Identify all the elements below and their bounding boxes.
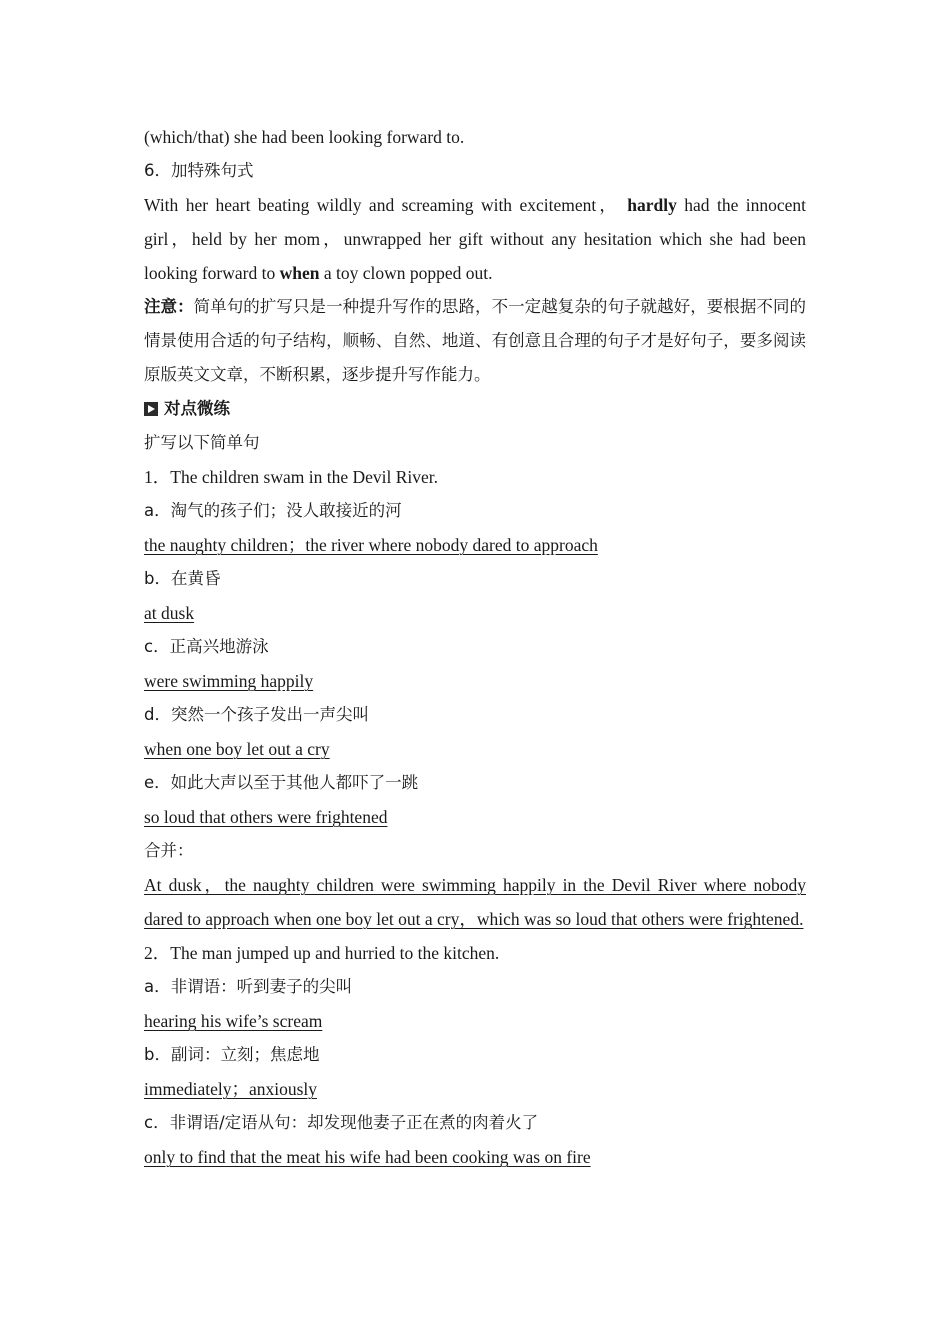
exercise1-answer-e: so loud that others were frightened — [144, 807, 388, 827]
note-text: 简单句的扩写只是一种提升写作的思路，不一定越复杂的句子就越好，要根据不同的情景使用合适的句子结构，顺畅、自然、地道、有创意且合理的句子才是好句子，要多阅读原版英文文章，不断积累，逐步提升写作能力。 — [144, 297, 807, 384]
exercise2-prompt-a: a．非谓语：听到妻子的尖叫 — [144, 977, 353, 996]
exercise1-answer-a: the naughty children；the river where nobody dared to approach — [144, 535, 598, 555]
note-paragraph — [144, 290, 806, 392]
section6-bold-hardly: hardly — [627, 195, 677, 215]
section5-tail: (which/that) she had been looking forward to. — [144, 127, 465, 147]
exercise2-prompt-b: b．副词：立刻；焦虑地 — [144, 1045, 320, 1064]
exercise2-answer-c: only to find that the meat his wife had been cooking was on fire — [144, 1147, 591, 1167]
exercise2-prompt-c: c．非谓语/定语从句：却发现他妻子正在煮的肉着火了 — [144, 1113, 539, 1132]
section6-text-3: a toy clown popped out. — [323, 263, 493, 283]
note-label: 注意： — [144, 297, 194, 316]
practice-instruction: 扩写以下简单句 — [144, 433, 260, 452]
exercise1-prompt-e: e．如此大声以至于其他人都吓了一跳 — [144, 773, 419, 792]
play-triangle-icon — [144, 402, 158, 416]
section6-text-1: With her heart beating wildly and screaming with excitement， — [144, 195, 620, 215]
exercise1-prompt-a: a．淘气的孩子们；没人敢接近的河 — [144, 501, 402, 520]
exercise1-answer-b: at dusk — [144, 603, 195, 623]
exercise1-prompt-b: b．在黄昏 — [144, 569, 221, 588]
section6-title: 6．加特殊句式 — [144, 161, 254, 180]
exercise1-prompt-c: c．正高兴地游泳 — [144, 637, 269, 656]
exercise1-prompt-d: d．突然一个孩子发出一声尖叫 — [144, 705, 369, 724]
section6-bold-when: when — [279, 263, 320, 283]
section6-example — [144, 188, 806, 290]
exercise1-combined-answer: At dusk，the naughty children were swimming happily in the Devil River where nobody dared to approach when one boy let out a cry，which was so loud that others were frightened. — [144, 875, 806, 929]
page-content — [144, 120, 806, 1174]
section6-text-2: had the innocent girl，held by her mom，unwrapped her gift without any hesitation which she had been looking forward to — [144, 195, 807, 283]
practice-heading — [144, 392, 806, 426]
exercise2-answer-b: immediately；anxiously — [144, 1079, 318, 1099]
exercise2-answer-a: hearing his wife’s scream — [144, 1011, 323, 1031]
exercise1-answer-c: were swimming happily — [144, 671, 314, 691]
exercise1-answer-d: when one boy let out a cry — [144, 739, 330, 759]
exercise1-combine-label: 合并： — [144, 841, 194, 860]
exercise1-sentence: 1．The children swam in the Devil River. — [144, 467, 439, 487]
practice-heading-text: 对点微练 — [164, 399, 230, 418]
exercise2-sentence: 2．The man jumped up and hurried to the kitchen. — [144, 943, 500, 963]
